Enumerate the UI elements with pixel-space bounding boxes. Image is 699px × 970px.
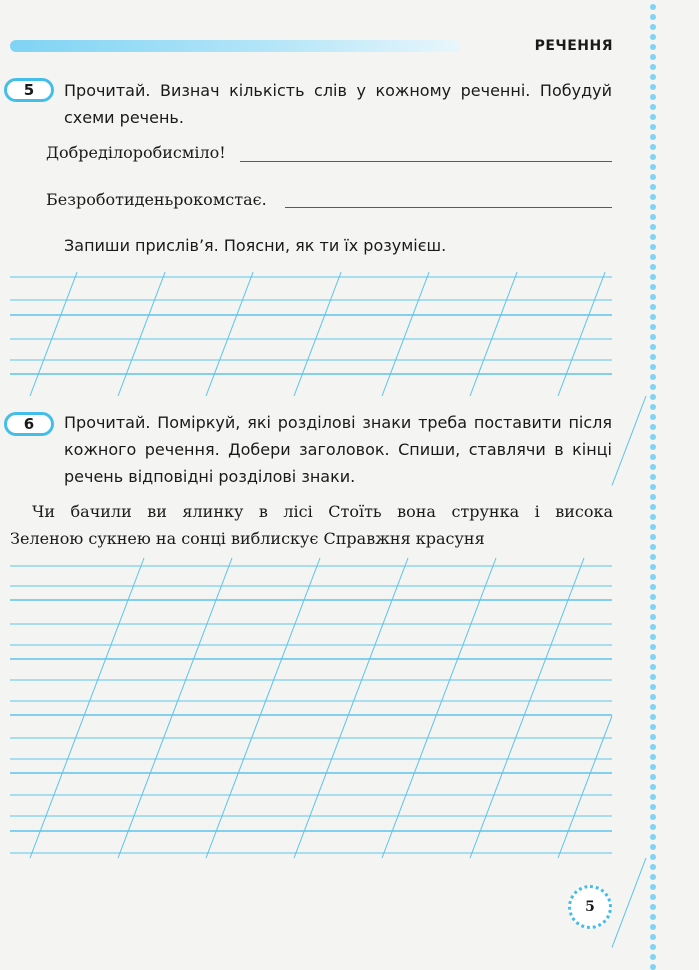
- ruling-line: [294, 272, 341, 396]
- sub-instruction: Запиши прислів’я. Поясни, як ти їх розумієш.: [64, 236, 447, 255]
- task-instruction: Прочитай. Визнач кількість слів у кожному реченні. Побудуй схеми речень.: [64, 81, 612, 127]
- ruling-line: [206, 558, 320, 858]
- task-number-badge: 6: [4, 412, 54, 436]
- section-title: РЕЧЕННЯ: [534, 38, 613, 54]
- task-number-badge: 5: [4, 78, 54, 102]
- ruling-line: [118, 558, 232, 858]
- ruling-block: [10, 272, 646, 485]
- ruling-line: [558, 716, 612, 858]
- ruling-line: [470, 558, 584, 858]
- ruling-line: [118, 272, 165, 396]
- ruling-line: [470, 272, 517, 396]
- page-number: 5: [568, 885, 612, 929]
- task-instruction: Прочитай. Поміркуй, які розділові знаки треба поставити після кожного речення. Добери заголовок. Спиши, ставлячи в кінці речень відповідні розділові знаки.: [64, 413, 612, 486]
- ruling-line: [382, 558, 496, 858]
- ruling-line: [612, 858, 646, 947]
- ruling-line: [294, 558, 408, 858]
- story-line: Чи бачили ви ялинку в лісі Стоїть вона струнка і висока: [32, 502, 613, 521]
- ruling-line: [30, 558, 144, 858]
- sentence-text: Добреділоробисміло!: [46, 143, 226, 162]
- ruling-line: [382, 272, 429, 396]
- story-line: Зеленою сукнею на сонці виблискує Справжня красуня: [10, 529, 485, 548]
- ruling-block: [10, 558, 646, 947]
- sentence-text: Безроботиденьрокомстає.: [46, 190, 267, 209]
- ruling-line: [30, 272, 77, 396]
- ruling-line: [612, 396, 646, 485]
- ruling-line: [558, 272, 605, 396]
- ruling-line: [206, 272, 253, 396]
